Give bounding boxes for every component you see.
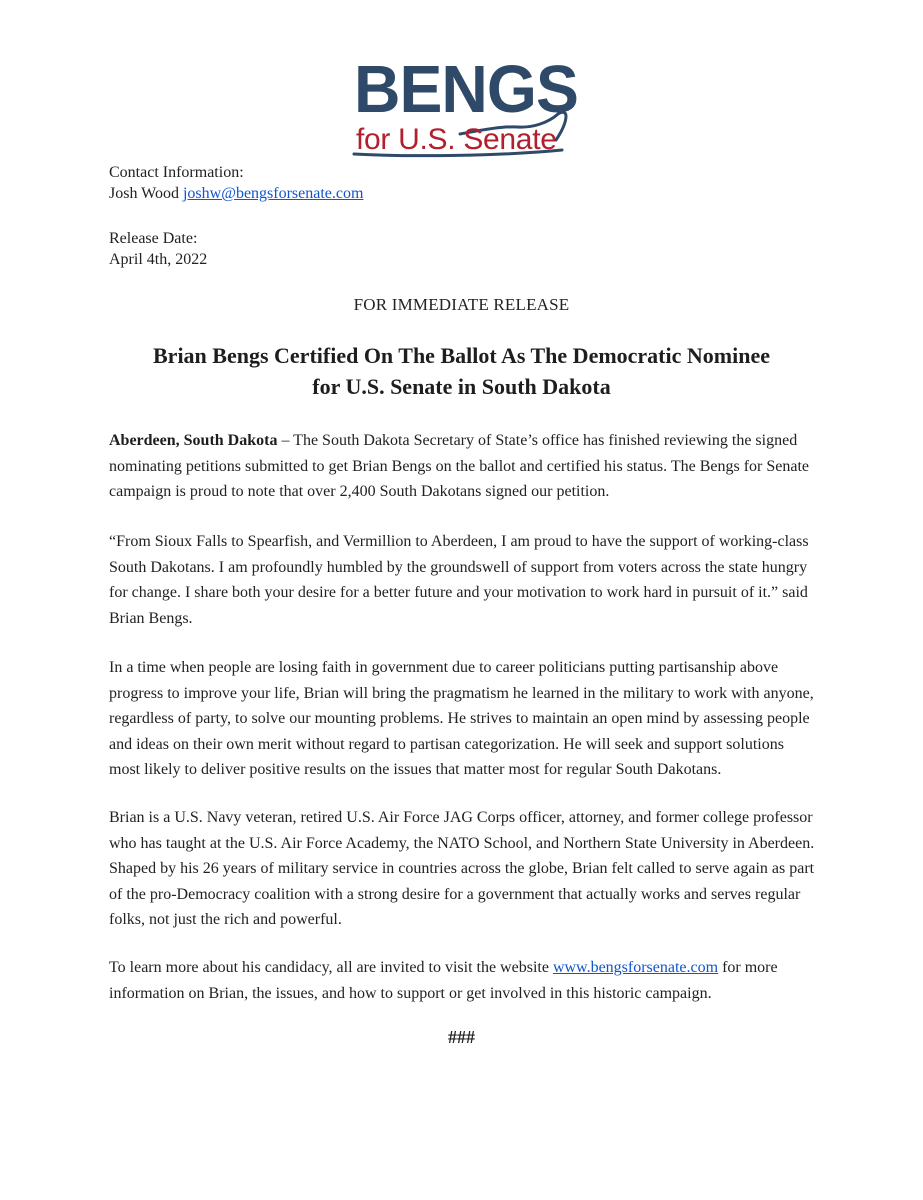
paragraph-1-text: – The South Dakota Secretary of State’s office has finished reviewing the signed nominating petitions submitted to get Brian Bengs on the ballot and certified his status. The Bengs for Senate campaign is proud to note that over 2,400 South Dakotans signed our petition. [109,432,810,500]
paragraph-2-quote: “From Sioux Falls to Spearfish, and Vermillion to Aberdeen, I am proud to have the support of working-class South Dakotans. I am profoundly humbled by the groundswell of support from voters across the state hungry for change. I share both your desire for a better future and your motivation to work hard in pursuit of it.” said Brian Bengs. [109,533,809,627]
headline [80,340,843,402]
paragraph-5-text-before: To learn more about his candidacy, all are invited to visit the website [109,959,553,976]
contact-line [109,183,363,204]
headline-line-2: for U.S. Senate in South Dakota [312,374,611,399]
dateline: Aberdeen, South Dakota [109,432,278,449]
paragraph-5 [109,955,815,1006]
release-date-value: April 4th, 2022 [109,251,208,268]
end-mark: ### [448,1027,475,1047]
logo-wordmark: BENGS [354,52,578,127]
contact-email-link[interactable]: joshw@bengsforsenate.com [182,185,364,202]
release-date-heading: Release Date: [109,230,198,247]
paragraph-1 [109,428,815,505]
paragraph-3: In a time when people are losing faith in government due to career politicians putting partisanship above progress to improve your life, Brian will bring the pragmatism he learned in the military to work with anyone, regardless of party, to solve our mounting problems. He strives to maintain an open mind by assessing people and ideas on their own merit without regard to partisan categorization. He will seek and support solutions most likely to deliver positive results on the issues that matter most for regular South Dakotans. [109,659,814,778]
campaign-logo [352,52,578,162]
release-date [109,228,207,270]
headline-line-1: Brian Bengs Certified On The Ballot As The Democratic Nominee [153,343,770,368]
logo-tagline: for U.S. Senate [356,123,557,156]
paragraph-4: Brian is a U.S. Navy veteran, retired U.S. Air Force JAG Corps officer, attorney, and former college professor who has taught at the U.S. Air Force Academy, the NATO School, and Northern State University in Aberdeen. Shaped by his 26 years of military service in countries across the globe, Brian felt called to serve again as part of the pro-Democracy coalition with a strong desire for a government that actually works and serves regular folks, not just the rich and powerful. [109,809,815,928]
paragraph-5-text-after: for more information on Brian, the issues, and how to support or get involved in this historic campaign. [109,959,778,1002]
website-link[interactable]: www.bengsforsenate.com [552,959,719,976]
immediate-release-label: FOR IMMEDIATE RELEASE [353,295,570,314]
contact-info [109,162,363,204]
contact-name: Josh Wood [109,185,179,202]
contact-heading: Contact Information: [109,164,244,181]
